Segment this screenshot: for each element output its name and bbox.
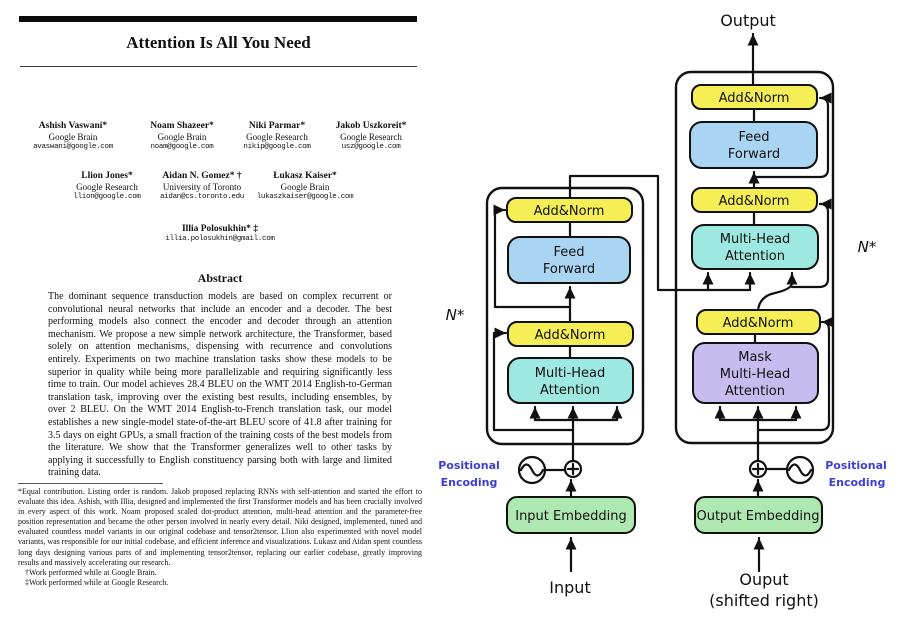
footnote-double-dagger: ‡Work performed while at Google Research.	[25, 578, 169, 588]
author-affiliation: Google Research	[246, 132, 308, 142]
author-col	[240, 171, 370, 201]
author-name: Niki Parmar*	[248, 121, 306, 131]
author-email: usz@google.com	[341, 143, 401, 151]
title-rule-thick	[19, 16, 417, 22]
sine-wave-glyph	[789, 465, 811, 476]
decoder-ff-label-line2: Forward	[727, 147, 781, 162]
output-shifted-label-line1: Ouput	[739, 570, 789, 589]
author-name: Aidan N. Gomez* †	[162, 171, 242, 181]
author-affiliation: Google Research	[76, 182, 138, 192]
decoder-mha-label-line1: Multi-Head	[719, 232, 791, 247]
output-shifted-label-line2: (shifted right)	[709, 591, 819, 610]
footnote-equal-contribution: *Equal contribution. Listing order is random. Jakob proposed replacing RNNs with self-attention and started the effort to evaluate this idea. Ashish, with Illia, designed and implemented the first Transformer models and has been crucially involved in every aspect of this work. Noam proposed scaled dot-product attention, multi-head attention and the parameter-free position representation and became the other person involved in nearly every detail. Niki designed, implemented, tuned and evaluated countless model variants in our original codebase and tensor2tensor. Llion also experimented with novel model variants, was responsible for our initial codebase, and efficient inference and visualizations. Lukasz and Aidan spent countless long days designing various parts of and implementing tensor2tensor, replacing our earlier codebase, greatly improving results and massively accelerating our research.	[18, 487, 422, 567]
footnote-rule	[18, 483, 163, 484]
author-affiliation: Google Research	[340, 132, 402, 142]
output-embedding-label: Output Embedding	[696, 509, 820, 524]
author-col	[135, 224, 305, 243]
author-name: Illia Polosukhin* ‡	[181, 224, 259, 234]
positional-encoding-label-right-line1: Positional	[825, 459, 887, 472]
decoder-addnorm2-label: Add&Norm	[718, 194, 790, 209]
transformer-diagram	[430, 0, 900, 622]
decoder-maskmha-label-line2: Multi-Head	[719, 367, 791, 382]
author-email: avaswani@google.com	[33, 143, 113, 151]
author-col	[127, 121, 237, 151]
author-name: Llion Jones*	[81, 171, 133, 181]
abstract-heading: Abstract	[197, 271, 243, 285]
encoder-mha-label-line1: Multi-Head	[534, 366, 606, 381]
output-label: Output	[720, 11, 776, 30]
encoder-ff-label-line2: Forward	[542, 262, 596, 277]
input-label: Input	[549, 578, 591, 597]
author-affiliation: University of Toronto	[162, 182, 242, 192]
paper-page	[0, 0, 440, 622]
author-affiliation: Google Brain	[280, 182, 330, 192]
decoder-ff-label-line1: Feed	[738, 130, 770, 145]
encoder-addnorm2-label: Add&Norm	[533, 204, 605, 219]
encoder-mha-label-line2: Attention	[540, 383, 600, 398]
author-email: aidan@cs.toronto.edu	[159, 193, 244, 201]
encoder-ff-label-line1: Feed	[553, 245, 585, 260]
author-name: Jakob Uszkoreit*	[335, 121, 407, 131]
author-email: illia.polosukhin@gmail.com	[165, 235, 275, 243]
decoder-maskmha-label-line3: Attention	[725, 384, 785, 399]
author-affiliation: Google Brain	[48, 132, 98, 142]
author-col	[316, 121, 426, 151]
sine-wave-glyph	[521, 465, 543, 476]
author-name: Noam Shazeer*	[150, 121, 214, 131]
plus-glyph	[568, 464, 578, 474]
author-email: llion@google.com	[73, 193, 141, 201]
encoder-addnorm1-label: Add&Norm	[534, 328, 606, 343]
decoder-addnorm1-label: Add&Norm	[722, 316, 794, 331]
input-embedding-label: Input Embedding	[515, 509, 627, 524]
decoder-maskmha-label-line1: Mask	[738, 350, 772, 365]
author-email: noam@google.com	[150, 143, 214, 151]
author-name: Łukasz Kaiser*	[273, 171, 337, 181]
positional-encoding-label-left-line2: Encoding	[440, 476, 498, 489]
decoder-addnorm3-label: Add&Norm	[718, 91, 790, 106]
positional-encoding-label-left-line1: Positional	[438, 459, 500, 472]
footnote-block	[18, 483, 422, 589]
author-name: Ashish Vaswani*	[38, 121, 108, 131]
author-email: lukaszkaiser@google.com	[256, 193, 354, 201]
paper-title: Attention Is All You Need	[126, 33, 311, 52]
positional-encoding-label-right-line2: Encoding	[828, 476, 886, 489]
author-email: nikip@google.com	[243, 143, 311, 151]
n-times-label-encoder: N*	[445, 306, 465, 324]
n-times-label-decoder: N*	[857, 238, 877, 256]
abstract-text: The dominant sequence transduction models are based on complex recurrent or convolutional neural networks that include an encoder and a decoder. The best performing models also connect the encoder and decoder through an attention mechanism. We propose a new simple network architecture, the Transformer, based solely on attention mechanisms, dispensing with recurrence and convolutions entirely. Experiments on two machine translation tasks show these models to be superior in quality while being more parallelizable and requiring significantly less time to train. Our model achieves 28.4 BLEU on the WMT 2014 English-to-German translation task, improving over the existing best results, including ensembles, by over 2 BLEU. On the WMT 2014 English-to-French translation task, our model establishes a new single-model state-of-the-art BLEU score of 41.8 after training for 3.5 days on eight GPUs, a small fraction of the training costs of the best models from the literature. We show that the Transformer generalizes well to other tasks by applying it successfully to English constituency parsing both with large and limited training data.	[48, 291, 392, 479]
footnote-dagger: †Work performed while at Google Brain.	[25, 567, 157, 577]
plus-glyph	[753, 464, 763, 474]
author-affiliation: Google Brain	[157, 132, 207, 142]
encoder-box	[487, 188, 643, 444]
decoder-mha-label-line2: Attention	[725, 249, 785, 264]
title-rule-thin	[20, 66, 417, 67]
author-col	[18, 121, 128, 151]
